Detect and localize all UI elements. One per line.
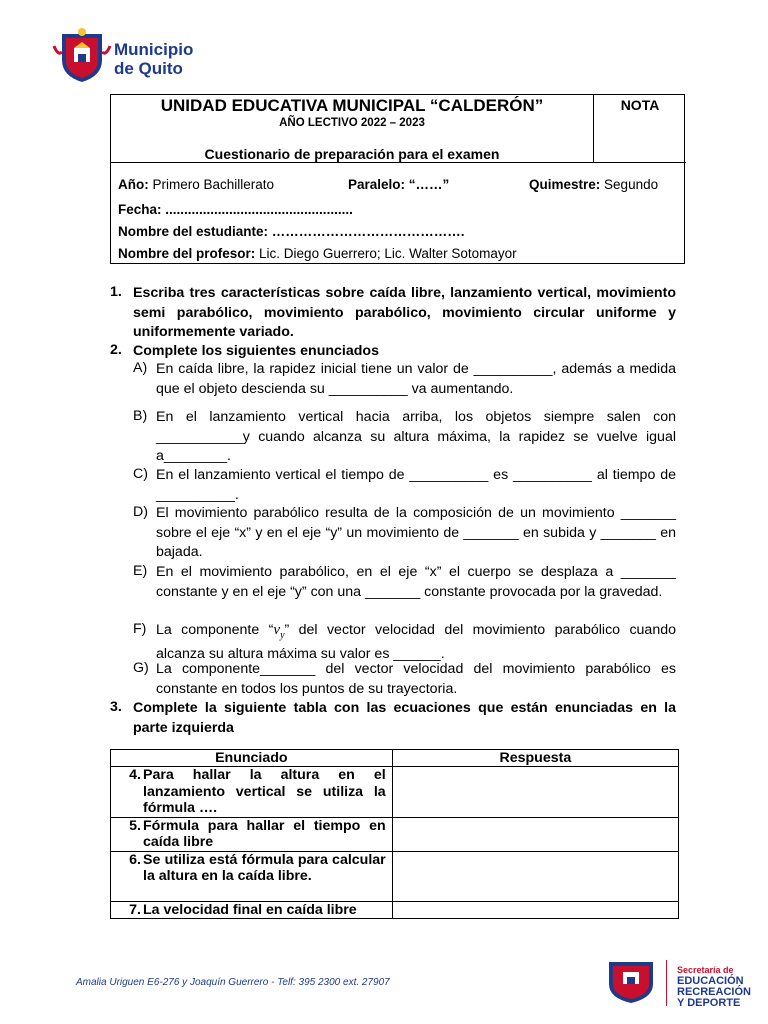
profesor-row (118, 246, 517, 261)
info-box (110, 94, 685, 264)
secretaria-line2: EDUCACIÓN (677, 975, 744, 987)
item-f-variable: v (273, 622, 281, 638)
q2-number: 2. (110, 342, 122, 358)
col-enunciado: Enunciado (111, 750, 393, 767)
row-text: Fórmula para hallar el tiempo en caída libre (143, 817, 386, 850)
item-g-text: La componente_______ del vector velocidad del movimiento parabólico es constante en todos los puntos de su trayectoria. (156, 661, 676, 697)
table-cell-enunciado (111, 851, 393, 901)
paralelo-label: Paralelo: (348, 177, 406, 192)
item-a-label: A) (133, 360, 148, 376)
col-respuesta: Respuesta (392, 750, 678, 767)
q3-number: 3. (110, 699, 122, 715)
estudiante-value: ……………………………………. (271, 224, 465, 239)
info-header (111, 95, 594, 163)
quito-coat-of-arms-icon (52, 26, 112, 84)
answer-cell[interactable] (392, 767, 678, 818)
secretaria-line1: Secretaría de (677, 965, 734, 975)
table-header-row (111, 750, 679, 767)
paralelo-row (348, 177, 449, 192)
row-number: 6. (129, 851, 141, 868)
quimestre-value: Segundo (604, 177, 659, 192)
row-text: Se utiliza está fórmula para calcular la altura en la caída libre. (143, 851, 386, 884)
item-f-text-before: La componente “ (156, 622, 274, 638)
table-cell-enunciado (111, 901, 393, 919)
school-name: UNIDAD EDUCATIVA MUNICIPAL “CALDERÓN” (160, 96, 544, 115)
answer-cell[interactable] (392, 851, 678, 901)
table-row (111, 851, 679, 901)
row-number: 5. (129, 817, 141, 834)
anio-label: Año: (118, 177, 149, 192)
municipio-logo-text (114, 40, 193, 78)
item-f-label: F) (133, 621, 147, 637)
table-cell-enunciado (111, 767, 393, 818)
item-b-text: En el lanzamiento vertical hacia arriba, los objetos siempre salen con ___________y cuando alcanza su altura máxima, la rapidez se vuelve igual a________. (156, 409, 676, 464)
answer-cell[interactable] (392, 817, 678, 851)
quimestre-label: Quimestre: (529, 177, 601, 192)
table-row (111, 901, 679, 919)
anio-value: Primero Bachillerato (152, 177, 275, 192)
quimestre-row (529, 177, 658, 192)
q1-number: 1. (110, 284, 122, 300)
logo-line2: de Quito (114, 59, 183, 78)
item-f-text (156, 621, 676, 665)
estudiante-row (118, 224, 465, 239)
secretaria-line4: Y DEPORTE (677, 997, 741, 1009)
item-f-subscript: y (280, 629, 285, 641)
paralelo-value: “……” (408, 177, 450, 192)
item-g-label: G) (133, 660, 149, 676)
q1-text: Escriba tres características sobre caída libre, lanzamiento vertical, movimiento semi parabólico, movimiento parabólico, movimiento circular uniforme y uniformemente variado. (133, 285, 676, 340)
answer-cell[interactable] (392, 901, 678, 919)
item-c-label: C) (133, 466, 148, 482)
anio-row (118, 177, 274, 192)
item-f-text-after: ” del vector velocidad del movimiento parabólico cuando alcanza su altura máxima su valor es ______. (156, 622, 676, 663)
row-text: La velocidad final en caída libre (143, 901, 357, 918)
fecha-row (118, 202, 353, 217)
school-year: AÑO LECTIVO 2022 – 2023 (279, 117, 425, 129)
document-title: Cuestionario de preparación para el examen (204, 146, 500, 162)
fecha-label: Fecha: (118, 202, 162, 217)
secretaria-line3: RECREACIÓN (677, 986, 751, 998)
table-cell-enunciado (111, 817, 393, 851)
item-e-label: E) (133, 563, 148, 579)
equations-table (110, 749, 679, 919)
secretaria-text (677, 965, 751, 1009)
fecha-value: .................................................. (165, 202, 353, 217)
estudiante-label: Nombre del estudiante: (118, 224, 269, 239)
item-e-text: En el movimiento parabólico, en el eje “x” el cuerpo se desplaza a _______ constante y en el eje “y” con una _______ constante provocada por la gravedad. (156, 564, 676, 600)
footer-address: Amalia Uriguen E6-276 y Joaquín Guerrero - Telf: 395 2300 ext. 27907 (76, 977, 390, 988)
row-number: 7. (129, 901, 141, 918)
table-row (111, 767, 679, 818)
item-a-text: En caída libre, la rapidez inicial tiene un valor de __________, además a medida que el objeto descienda su __________ va aumentando. (156, 361, 676, 397)
footer-divider (666, 960, 667, 1006)
item-b-label: B) (133, 408, 148, 424)
item-d-text: El movimiento parabólico resulta de la composición de un movimiento _______ sobre el eje “x” y en el eje “y” un movimiento de _______ en subida y _______ en bajada. (156, 505, 676, 560)
logo-line1: Municipio (114, 40, 194, 59)
item-d-label: D) (133, 504, 148, 520)
row-number: 4. (129, 767, 141, 783)
q2-text: Complete los siguientes enunciados (133, 343, 379, 359)
q3-text: Complete la siguiente tabla con las ecuaciones que están enunciadas en la parte izquierda (133, 700, 676, 736)
secretaria-logo (603, 958, 659, 1009)
item-c-text: En el lanzamiento vertical el tiempo de __________ es __________ al tiempo de __________. (156, 467, 676, 503)
table-row (111, 817, 679, 851)
profesor-value: Lic. Diego Guerrero; Lic. Walter Sotomayor (259, 246, 517, 261)
profesor-label: Nombre del profesor: (118, 246, 256, 261)
nota-cell: NOTA (594, 95, 686, 163)
quito-shield-icon (603, 958, 659, 1004)
row-text: Para hallar la altura en el lanzamiento vertical se utiliza la fórmula …. (143, 767, 386, 816)
